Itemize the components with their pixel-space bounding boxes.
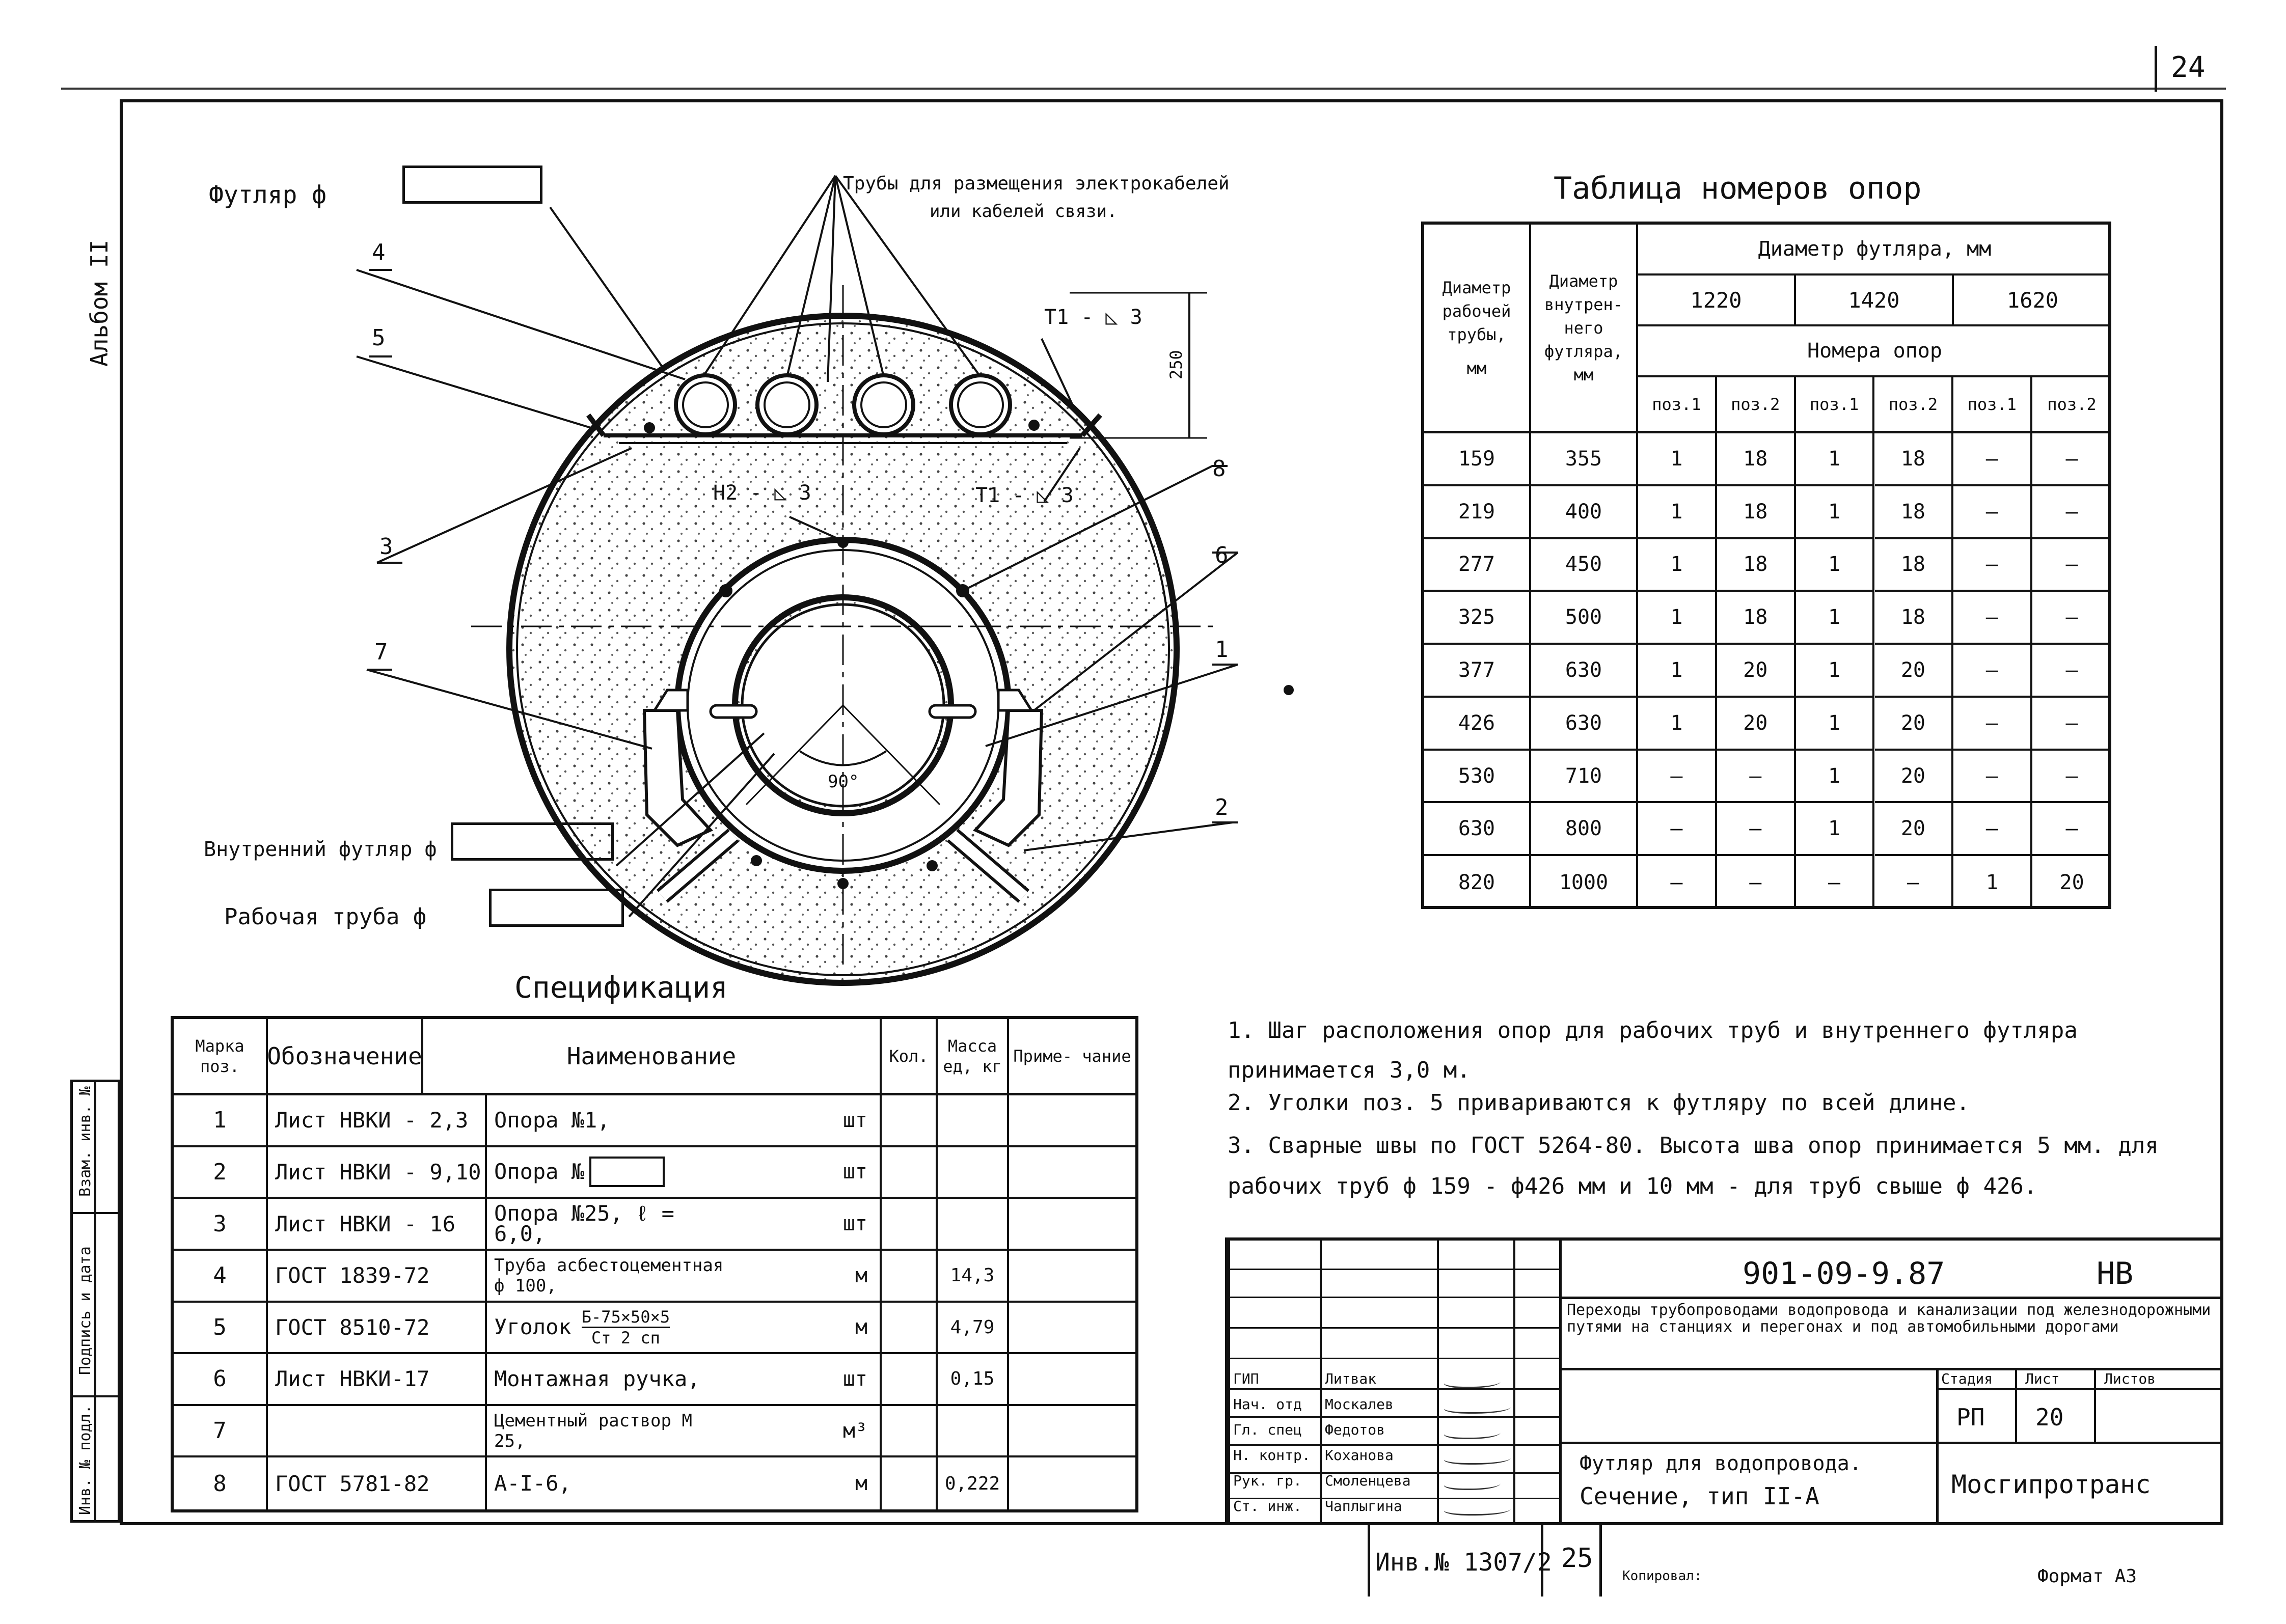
spec-naimenovanie: Труба асбестоцементная ф 100, (494, 1255, 724, 1296)
tb-vline (1936, 1368, 1939, 1522)
stamp-name: Смоленцева (1325, 1472, 1411, 1489)
poz-header-row (1638, 377, 2111, 431)
table-opor-cell: – (1953, 433, 2032, 486)
stamp-lists-header: Листов (2104, 1370, 2156, 1387)
pipes-caption-1: Трубы для размещения электрокабелей (843, 173, 1230, 194)
spec-primechanie (1009, 1457, 1135, 1509)
spec-massa: 4,79 (938, 1303, 1009, 1355)
table-opor-cell: – (2032, 592, 2111, 645)
spec-massa: 0,222 (938, 1457, 1009, 1509)
table-opor-cell: 20 (2059, 871, 2084, 895)
spec-poz: 8 (174, 1457, 268, 1509)
spec-oboznachenie: ГОСТ 1839-72 (268, 1251, 487, 1303)
spec-table (171, 1016, 1138, 1512)
stamp-stage-header: Стадия (1941, 1370, 1993, 1387)
table-opor-cell: – (1953, 803, 2032, 856)
h-diam-rab-2: трубы, (1447, 324, 1506, 344)
pos-6: 6 (1215, 542, 1229, 568)
vnutr-futlyar-label: Внутренний футляр ф (204, 838, 437, 861)
table-opor-cell: – (2032, 486, 2111, 539)
stamp-role: ГИП (1233, 1370, 1259, 1387)
table-opor-cell: 1 (1796, 486, 1875, 539)
signature-scribble (1442, 1452, 1513, 1465)
side-label-inv: Инв. № подл. (76, 1405, 94, 1515)
table-opor-cell: 18 (1717, 433, 1796, 486)
tb-vline (2094, 1368, 2096, 1442)
stamp-sheet-title-1: Футляр для водопровода. (1580, 1452, 1862, 1475)
spec-unit: шт (842, 1108, 867, 1132)
spec-oboznachenie: ГОСТ 5781-82 (268, 1457, 487, 1509)
angle-label: 90° (828, 772, 859, 792)
sig-hline (1228, 1444, 1559, 1446)
table-opor-cell: 1 (1796, 433, 1875, 486)
tb-vline (2015, 1368, 2017, 1442)
sig-hline (1228, 1327, 1559, 1329)
spec-header-0: Марка поз. (174, 1019, 268, 1093)
h-diam-vn-4: мм (1573, 365, 1594, 384)
spec-primechanie (1009, 1354, 1135, 1406)
table-opor-body (1424, 433, 2111, 909)
spec-unit: м (855, 1472, 867, 1496)
spec-poz: 1 (174, 1095, 268, 1147)
footer-format: Формат А3 (2037, 1566, 2137, 1587)
sig-hline (1228, 1297, 1559, 1298)
stamp-name: Коханова (1325, 1447, 1394, 1464)
table-opor-cell: – (2032, 645, 2111, 698)
spec-massa (938, 1147, 1009, 1199)
spec-header-3: Кол. (882, 1019, 938, 1093)
spec-naimenovanie: Опора №1, (494, 1107, 610, 1133)
table-opor-cell: 18 (1717, 486, 1796, 539)
weld-h2: Н2 - ◺ 3 (713, 481, 811, 505)
spec-primechanie (1009, 1095, 1135, 1147)
tb-hline (1559, 1297, 2220, 1299)
table-opor-cell: 1 (1796, 539, 1875, 592)
pos-8: 8 (1212, 456, 1226, 482)
table-opor-cell: 1 (1638, 698, 1717, 751)
spec-poz: 5 (174, 1303, 268, 1355)
spec-primechanie (1009, 1251, 1135, 1303)
table-opor-cell: 18 (1875, 433, 1954, 486)
table-opor-cell: 1 (1796, 592, 1875, 645)
spec-naimenovanie-cell (487, 1457, 882, 1509)
spec-title: Спецификация (514, 970, 728, 1005)
signature-scribble (1442, 1426, 1503, 1439)
table-opor-cell: 426 (1424, 698, 1531, 751)
spec-header-1: Обозначение (268, 1019, 423, 1093)
table-opor-cell: – (1953, 698, 2032, 751)
spec-poz: 7 (174, 1406, 268, 1458)
table-opor-cell: – (2032, 698, 2111, 751)
table-opor-cell: 630 (1531, 645, 1638, 698)
table-opor-cell: 450 (1531, 539, 1638, 592)
rabochaya-truba-box (489, 889, 624, 927)
table-opor-cell: – (1953, 751, 2032, 804)
table-opor-cell: 1 (1638, 539, 1717, 592)
table-opor-cell: 710 (1531, 751, 1638, 804)
table-opor-cell: 1 (1638, 486, 1717, 539)
h-size-1220: 1220 (1638, 276, 1796, 326)
spec-header-5: Приме- чание (1013, 1046, 1131, 1066)
h-size-1420: 1420 (1796, 276, 1954, 326)
table-opor-cell: 1 (1953, 856, 2032, 909)
spec-unit: шт (842, 1212, 867, 1236)
stamp-name: Москалев (1325, 1396, 1394, 1413)
side-label-sign: Подпись и дата (76, 1246, 94, 1375)
spec-kol (882, 1457, 938, 1509)
side-label-vzam: Взам. инв. № (76, 1086, 94, 1197)
spec-poz: 4 (174, 1251, 268, 1303)
sig-hline (1228, 1388, 1559, 1390)
h-diam-vn-3: футляра, (1544, 341, 1623, 361)
table-opor-cell: 355 (1531, 433, 1638, 486)
table-opor-cell: 18 (1717, 539, 1796, 592)
signature-grid (1228, 1241, 1559, 1522)
stamp-org: Мосгипротранс (1951, 1470, 2151, 1499)
h-poz-0: поз.1 (1638, 377, 1717, 431)
h-diam-vn-1: внутрен- (1544, 294, 1623, 314)
spec-oboznachenie (268, 1406, 487, 1458)
table-opor-cell: 18 (1875, 592, 1954, 645)
h-diam-rab-3: мм (1466, 358, 1487, 378)
spec-kol (882, 1095, 938, 1147)
pos-1: 1 (1215, 637, 1229, 663)
stamp-role: Нач. отд (1233, 1396, 1302, 1413)
table-opor-cell: 1 (1796, 645, 1875, 698)
footer-kopiroval: Копировал: (1622, 1568, 1702, 1584)
spec-oboznachenie: Лист НВКИ - 9,10 (268, 1147, 487, 1199)
table-opor-cell: 377 (1424, 645, 1531, 698)
table-opor-cell: – (1953, 486, 2032, 539)
table-opor-cell: 20 (1875, 751, 1954, 804)
album-label: Альбом II (86, 239, 113, 367)
table-opor-cell: 630 (1424, 803, 1531, 856)
h-poz-2: поз.1 (1796, 377, 1875, 431)
spec-naimenovanie-cell (487, 1251, 882, 1303)
spec-header (174, 1019, 1135, 1095)
table-opor-cell: – (1953, 539, 2032, 592)
spec-oboznachenie: Лист НВКИ-17 (268, 1354, 487, 1406)
table-opor-cell: – (1953, 645, 2032, 698)
table-opor-cell: 325 (1424, 592, 1531, 645)
spec-header-2: Наименование (423, 1019, 882, 1093)
table-opor-cell: 18 (1875, 539, 1954, 592)
spec-oboznachenie: ГОСТ 8510-72 (268, 1303, 487, 1355)
note-1: 1. Шаг расположения опор для рабочих труб и внутреннего футляра принимается 3,0 м. (1228, 1017, 2078, 1083)
table-opor (1421, 222, 2111, 909)
table-opor-cell: 18 (1875, 486, 1954, 539)
spec-naimenovanie-cell (487, 1199, 882, 1251)
table-opor-cell: – (1875, 856, 1954, 909)
spec-oboznachenie: Лист НВКИ - 2,3 (268, 1095, 487, 1147)
note-3: 3. Сварные швы по ГОСТ 5264-80. Высота шва опор принимается 5 мм. для рабочих труб ф 159 - ф426 мм и 10 мм - для труб свыше ф 426. (1228, 1133, 2159, 1199)
signature-scribble (1442, 1401, 1513, 1414)
table-opor-cell: 1 (1638, 433, 1717, 486)
table-opor-cell: 1 (1796, 803, 1875, 856)
table-opor-cell: – (1717, 856, 1796, 909)
spec-massa (938, 1406, 1009, 1458)
spec-primechanie (1009, 1406, 1135, 1458)
spec-unit: м (855, 1315, 867, 1339)
signature-scribble (1442, 1375, 1503, 1388)
spec-unit: м (855, 1263, 867, 1287)
table-opor-cell: 800 (1531, 803, 1638, 856)
table-opor-cell: 400 (1531, 486, 1638, 539)
stamp-role: Ст. инж. (1233, 1498, 1302, 1515)
spec-naimenovanie: Уголок (494, 1314, 572, 1340)
rabochaya-truba-label: Рабочая труба ф (224, 904, 427, 930)
spec-oboznachenie: Лист НВКИ - 16 (268, 1199, 487, 1251)
table-opor-cell: 18 (1717, 592, 1796, 645)
pos-7: 7 (374, 639, 388, 665)
table-opor-cell: 219 (1424, 486, 1531, 539)
spec-naimenovanie-cell (487, 1354, 882, 1406)
spec-kol (882, 1303, 938, 1355)
sheet-number: 24 (2171, 51, 2206, 84)
table-opor-cell: 20 (1717, 698, 1796, 751)
h-diam-futl: Диаметр футляра, мм (1638, 225, 2111, 276)
pos-2: 2 (1215, 794, 1229, 820)
spec-naimenovanie: А-I-6, (494, 1471, 572, 1496)
table-opor-cell: 20 (1875, 803, 1954, 856)
spec-unit: шт (842, 1367, 867, 1391)
spec-primechanie (1009, 1147, 1135, 1199)
stamp-role: Рук. гр. (1233, 1472, 1302, 1489)
table-opor-cell: 530 (1424, 751, 1531, 804)
spec-fraction-den: Ст 2 сп (591, 1328, 660, 1347)
table-opor-cell: 630 (1531, 698, 1638, 751)
footer-page: 25 (1561, 1543, 1593, 1574)
stamp-role: Н. контр. (1233, 1447, 1311, 1464)
pipes-caption-2: или кабелей связи. (930, 201, 1118, 222)
table-opor-cell: 1 (1638, 645, 1717, 698)
pos-3: 3 (379, 534, 393, 560)
spec-unit: шт (842, 1160, 867, 1184)
table-opor-cell: 1 (1638, 592, 1717, 645)
h-diam-rab-1: рабочей (1442, 301, 1511, 321)
spec-body (174, 1095, 1135, 1509)
spec-header-4: Масса ед, кг (938, 1019, 1009, 1093)
spec-kol (882, 1199, 938, 1251)
stamp-project-title: Переходы трубопроводами водопровода и канализации под железнодорожными путями на станциях и перегонах и под автомобильными дорогами (1567, 1301, 2211, 1336)
spec-fraction (582, 1307, 670, 1347)
h-diam-vn-0: Диаметр (1549, 271, 1618, 291)
spec-massa: 14,3 (938, 1251, 1009, 1303)
spec-poz: 2 (174, 1147, 268, 1199)
table-opor-cell: 1 (1796, 698, 1875, 751)
table-opor-cell: – (2032, 803, 2111, 856)
futlyar-diameter-box (402, 166, 542, 204)
tb-vline (1559, 1241, 1562, 1522)
table-opor-cell: 20 (1875, 698, 1954, 751)
spec-poz: 3 (174, 1199, 268, 1251)
stamp-role: Гл. спец (1233, 1421, 1302, 1438)
table-opor-cell: – (1796, 856, 1875, 909)
spec-naimenovanie-cell (487, 1406, 882, 1458)
stamp-name: Литвак (1325, 1370, 1377, 1387)
h-nomera: Номера опор (1638, 326, 2111, 377)
spec-kol (882, 1354, 938, 1406)
vnutr-futlyar-box (451, 822, 614, 861)
h-diam-rab-0: Диаметр (1442, 278, 1511, 297)
sig-hline (1228, 1358, 1559, 1359)
table-opor-cell: – (2032, 751, 2111, 804)
spec-primechanie (1009, 1303, 1135, 1355)
title-block (1225, 1237, 2223, 1525)
footer-inv: Инв.№ 1307/2 (1375, 1548, 1552, 1577)
spec-kol (882, 1251, 938, 1303)
note-2: 2. Уголки поз. 5 привариваются к футляру по всей длине. (1228, 1090, 1970, 1116)
spec-massa (938, 1199, 1009, 1251)
table-opor-cell: – (1638, 856, 1717, 909)
dim-250: 250 (1166, 350, 1186, 379)
spec-naimenovanie: Опора № (494, 1159, 585, 1185)
stamp-stage: РП (1956, 1403, 1985, 1431)
table-opor-cell: – (1638, 751, 1717, 804)
stamp-name: Федотов (1325, 1421, 1385, 1438)
spec-naimenovanie-cell (487, 1095, 882, 1147)
weld-t1-top: Т1 - ◺ 3 (1044, 306, 1142, 329)
footer-divider (1599, 1525, 1602, 1597)
table-opor-cell: – (1953, 592, 2032, 645)
futlyar-label: Футляр ф (209, 181, 327, 209)
h-size-1620: 1620 (1954, 276, 2111, 326)
stamp-code-suffix: НВ (2097, 1256, 2134, 1291)
spec-kol (882, 1147, 938, 1199)
spec-naimenovanie: Монтажная ручка, (494, 1366, 700, 1391)
spec-fraction-num: Б-75×50×5 (582, 1307, 670, 1328)
table-opor-cell: 1 (1796, 751, 1875, 804)
table-opor-cell: 1000 (1531, 856, 1638, 909)
spec-kol (882, 1406, 938, 1458)
table-opor-cell: 159 (1424, 433, 1531, 486)
stamp-name: Чаплыгина (1325, 1498, 1402, 1515)
h-poz-1: поз.2 (1717, 377, 1796, 431)
table-opor-cell: – (1717, 803, 1796, 856)
spec-unit: м³ (842, 1419, 867, 1443)
table-opor-cell: – (2032, 539, 2111, 592)
spec-poz: 6 (174, 1354, 268, 1406)
stamp-code: 901-09-9.87 (1743, 1256, 1945, 1291)
table-opor-title: Таблица номеров опор (1554, 171, 1922, 206)
spec-primechanie (1009, 1199, 1135, 1251)
pos-4: 4 (372, 239, 386, 265)
signature-scribble (1442, 1477, 1503, 1490)
stamp-list-header: Лист (2025, 1370, 2060, 1387)
tb-hline (1936, 1388, 2220, 1390)
table-opor-cell: – (2032, 433, 2111, 486)
stamp-list: 20 (2035, 1403, 2064, 1431)
spec-massa (938, 1095, 1009, 1147)
table-opor-cell: 277 (1424, 539, 1531, 592)
h-diam-vn-2: него (1564, 318, 1603, 338)
h-poz-5: поз.2 (2047, 394, 2097, 414)
tb-hline (1559, 1442, 2220, 1444)
table-opor-cell: 500 (1531, 592, 1638, 645)
table-opor-cell: 820 (1424, 856, 1531, 909)
spec-naimenovanie-cell (487, 1147, 882, 1199)
spec-massa: 0,15 (938, 1354, 1009, 1406)
spec-naimenovanie: Опора №25, ℓ = 6,0, (494, 1201, 674, 1247)
sig-hline (1228, 1416, 1559, 1418)
opora-number-box (589, 1157, 665, 1187)
sig-hline (1228, 1269, 1559, 1270)
weld-t1-bottom: Т1 - ◺ 3 (975, 484, 1074, 507)
h-poz-3: поз.2 (1875, 377, 1954, 431)
spec-naimenovanie-cell (487, 1303, 882, 1355)
pos-5: 5 (372, 325, 386, 351)
stamp-sheet-title-2: Сечение, тип II-А (1580, 1482, 1819, 1510)
h-poz-4: поз.1 (1953, 377, 2032, 431)
signature-scribble (1442, 1503, 1513, 1516)
table-opor-cell: 20 (1875, 645, 1954, 698)
table-opor-cell: – (1717, 751, 1796, 804)
spec-naimenovanie: Цементный раствор М 25, (494, 1410, 692, 1451)
table-opor-cell: – (1638, 803, 1717, 856)
table-opor-cell: 20 (1717, 645, 1796, 698)
